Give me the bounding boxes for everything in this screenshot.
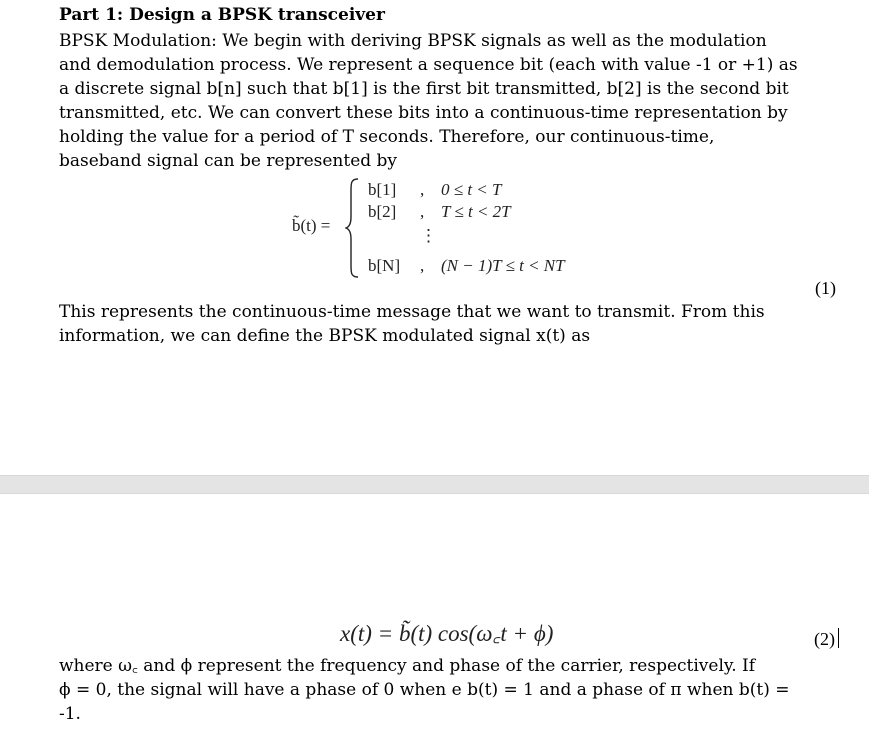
equation-1-row-sep: , (420, 256, 425, 275)
after-equation-paragraph (59, 300, 849, 348)
equation-1-row-value: b[1] (368, 180, 397, 199)
equation-1-row-sep: , (420, 202, 425, 221)
equation-1-lhs: b̃(t) = (292, 216, 331, 235)
paragraph-line: This represents the continuous-time message that we want to transmit. From this (59, 302, 765, 322)
page-break-gap (0, 475, 869, 494)
equation-1-row-value: b[N] (368, 256, 401, 275)
paragraph-line: BPSK Modulation: We begin with deriving BPSK signals as well as the modulation (59, 31, 767, 51)
paragraph-line: holding the value for a period of T seconds. Therefore, our continuous-time, (59, 127, 715, 147)
equation-1-row-cond: T ≤ t < 2T (441, 202, 511, 221)
paragraph-line: -1. (59, 704, 81, 724)
equation-1-row-cond: 0 ≤ t < T (441, 180, 502, 199)
paragraph-line: baseband signal can be represented by (59, 151, 398, 171)
equation-1-row-value: b[2] (368, 202, 397, 221)
equation-2: x(t) = b̃(t) cos(ω꜀t + ϕ) (340, 621, 554, 646)
paragraph-line: transmitted, etc. We can convert these bits into a continuous-time representation by (59, 103, 788, 123)
intro-paragraph (59, 29, 849, 173)
paragraph-line: and demodulation process. We represent a sequence bit (each with value -1 or +1) as (59, 55, 798, 75)
text-cursor[interactable] (838, 628, 839, 648)
paragraph-line: where ω꜀ and ϕ represent the frequency and phase of the carrier, respectively. If (59, 656, 756, 676)
paragraph-line: a discrete signal b[n] such that b[1] is the first bit transmitted, b[2] is the second bit (59, 79, 789, 99)
document-page-2 (0, 494, 869, 730)
equation-1-number: (1) (815, 278, 836, 298)
equation-1-row-sep: , (420, 180, 425, 199)
vertical-ellipsis: ⋮ (420, 226, 437, 245)
section-heading: Part 1: Design a BPSK transceiver (59, 5, 385, 25)
left-brace-icon (345, 177, 361, 279)
equation-2-number: (2) (814, 629, 835, 649)
paragraph-line: ϕ = 0, the signal will have a phase of 0 when e b(t) = 1 and a phase of π when b(t) = (59, 680, 790, 700)
closing-paragraph (59, 654, 849, 726)
paragraph-line: information, we can define the BPSK modulated signal x(t) as (59, 326, 591, 346)
equation-1-row-cond: (N − 1)T ≤ t < NT (441, 256, 565, 275)
